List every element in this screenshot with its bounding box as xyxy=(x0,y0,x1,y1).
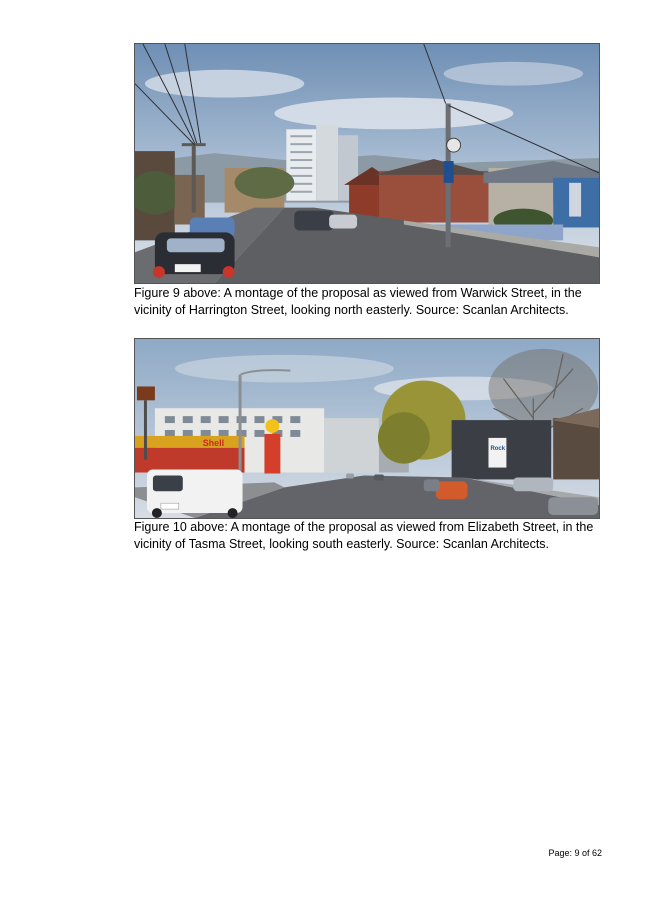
shell-logo-icon xyxy=(265,419,279,433)
street-photo-warwick xyxy=(135,44,599,283)
page-number: Page: 9 of 62 xyxy=(548,848,602,858)
figure-10-photo xyxy=(134,338,600,519)
shell-sign-text: Shell xyxy=(202,437,225,448)
figure-9-caption: Figure 9 above: A montage of the proposal as viewed from Warwick Street, in the vicinity of Harrington Street, looking north easterly. Source: Scanlan Architects. xyxy=(134,286,582,317)
figure-9-photo xyxy=(134,43,600,284)
figure-10-caption: Figure 10 above: A montage of the proposal as viewed from Elizabeth Street, in the vicinity of Tasma Street, looking south easterly. Source: Scanlan Architects. xyxy=(134,520,594,551)
street-photo-elizabeth xyxy=(135,339,599,518)
rock-sign-text: Rock xyxy=(490,445,506,452)
